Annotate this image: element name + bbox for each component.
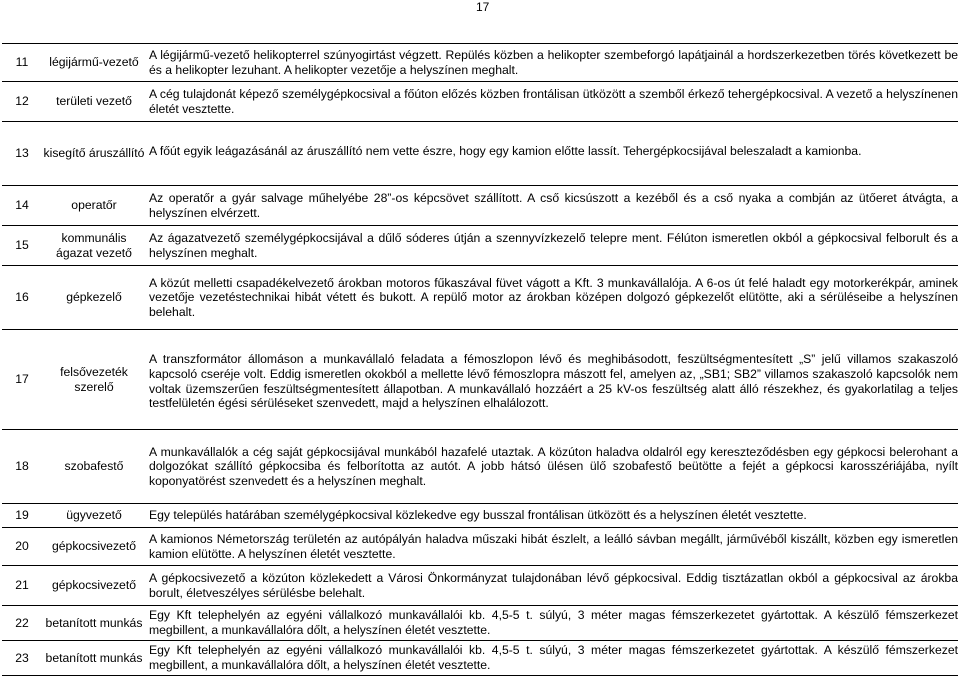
case-number: 14	[2, 186, 42, 226]
table-row	[2, 186, 958, 226]
job-title: felsővezeték szerelő	[42, 330, 146, 430]
table-row	[2, 606, 958, 641]
accident-description: A főút egyik leágazásánál az áruszállító nem vette észre, hogy egy kamion előtte lassít. Tehergépkocsijával beleszaladt a kamionba.	[146, 122, 958, 186]
accident-description: A gépkocsivezető a közúton közlekedett a Városi Önkormányzat tulajdonában lévő gépkocsival. Eddig tisztázatlan okból a gépkocsival az árokba borult, életveszélyes sérülésbe belehalt.	[146, 566, 958, 606]
case-number: 16	[2, 266, 42, 330]
accident-description: Egy Kft telephelyén az egyéni vállalkozó munkavállalói kb. 4,5-5 t. súlyú, 3 méter magas fémszerkezetet gyártottak. A készülő fémszerkezet megbillent, a munkavállalóra dőlt, a helyszínen életét vesztette.	[146, 606, 958, 641]
case-number: 23	[2, 641, 42, 676]
job-title: gépkocsivezető	[42, 566, 146, 606]
job-title: légijármű-vezető	[42, 44, 146, 82]
accident-description: Az ágazatvezető személygépkocsijával a dűlő sóderes útján a szennyvízkezelő telepre ment. Félúton ismeretlen okból a gépkocsival felborult és a helyszínen meghalt.	[146, 226, 958, 266]
table-row	[2, 528, 958, 566]
accident-description: A közút melletti csapadékelvezető árokban motoros fűkaszával füvet vágott a Kft. 3 munkavállalója. A 6-os út felé haladt egy motorkerékpár, aminek vezetője vezetéstechnikai hibát vétett és bukott. A repülő motor az árokban középen dolgozó gépkezelőt elütötte, aki a sérüléseibe a helyszínen belehalt.	[146, 266, 958, 330]
job-title: kisegítő áruszállító	[42, 122, 146, 186]
case-number: 21	[2, 566, 42, 606]
case-number: 18	[2, 430, 42, 504]
case-number: 20	[2, 528, 42, 566]
job-title: betanított munkás	[42, 641, 146, 676]
accident-description: A légijármű-vezető helikopterrel szúnyogirtást végzett. Repülés közben a helikopter szembeforgó lapátjainál a hordszerkezetben törés következett be és a helikopter lezuhant. A helikopter vezetője a helyszínen meghalt.	[146, 44, 958, 82]
table-row	[2, 641, 958, 676]
accident-description: A kamionos Németország területén az autópályán haladva műszaki hibát észlelt, a leálló sávban megállt, járművéből kiszállt, közben egy ismeretlen kamion elütötte. A helyszínen életét vesztette.	[146, 528, 958, 566]
accident-description: A munkavállalók a cég saját gépkocsijával munkából hazafelé utaztak. A közúton haladva oldalról egy kereszteződésben egy gépkocsi belerohant a dolgozókat szállító gépkocsiba és felborította az autót. A jobb hátsó ülésen ülő szobafestő beütötte a fejét a gépkocsi karosszériájába, nyílt koponyatörést szenvedett és a helyszínen meghalt.	[146, 430, 958, 504]
table-row	[2, 82, 958, 122]
job-title: gépkezelő	[42, 266, 146, 330]
accident-description: A cég tulajdonát képező személygépkocsival a főúton előzés közben frontálisan ütközött a szemből érkező tehergépkocsival. A vezető a helyszínenen életét vesztette.	[146, 82, 958, 122]
table-row	[2, 430, 958, 504]
job-title: területi vezető	[42, 82, 146, 122]
case-number: 12	[2, 82, 42, 122]
table-row	[2, 122, 958, 186]
job-title: szobafestő	[42, 430, 146, 504]
case-number: 17	[2, 330, 42, 430]
accident-description: A transzformátor állomáson a munkavállaló feladata a fémoszlopon lévő és meghibásodott, feszültségmentesített „S” jelű villamos szakaszoló kapcsoló cseréje volt. Eddig ismeretlen okokból a mellette lévő fémoszlopra mászott fel, amelyen az, „SB1; SB2” villamos szakaszoló kapcsolók nem voltak üzemszerűen feszültségmentesített állapotban. A munkavállaló hozzáért a 25 kV-os feszültség alatt álló részekhez, és gyakorlatilag a teljes testfelületén égési sérüléseket szenvedett, majd a helyszínen elhalálozott.	[146, 330, 958, 430]
fatal-accidents-table	[2, 43, 958, 676]
case-number: 11	[2, 44, 42, 82]
case-number: 15	[2, 226, 42, 266]
job-title: betanított munkás	[42, 606, 146, 641]
table-row	[2, 504, 958, 528]
table-row	[2, 330, 958, 430]
accident-description: Egy Kft telephelyén az egyéni vállalkozó munkavállalói kb. 4,5-5 t. súlyú, 3 méter magas fémszerkezetet gyártottak. A készülő fémszerkezet megbillent, a munkavállalóra dőlt, a helyszínen életét vesztette.	[146, 641, 958, 676]
job-title: gépkocsivezető	[42, 528, 146, 566]
table-row	[2, 266, 958, 330]
job-title: kommunális ágazat vezető	[42, 226, 146, 266]
table-row	[2, 566, 958, 606]
case-number: 13	[2, 122, 42, 186]
table-row	[2, 226, 958, 266]
page-number: 17	[476, 0, 490, 14]
job-title: ügyvezető	[42, 504, 146, 528]
accident-description: Az operatőr a gyár salvage műhelyébe 28”-os képcsövet szállított. A cső kicsúszott a kezéből és a cső nyaka a combján az ütőeret átvágta, a helyszínen elvérzett.	[146, 186, 958, 226]
table-row	[2, 44, 958, 82]
job-title: operatőr	[42, 186, 146, 226]
accident-description: Egy település határában személygépkocsival közlekedve egy busszal frontálisan ütközött és a helyszínen életét vesztette.	[146, 504, 958, 528]
case-number: 22	[2, 606, 42, 641]
case-number: 19	[2, 504, 42, 528]
